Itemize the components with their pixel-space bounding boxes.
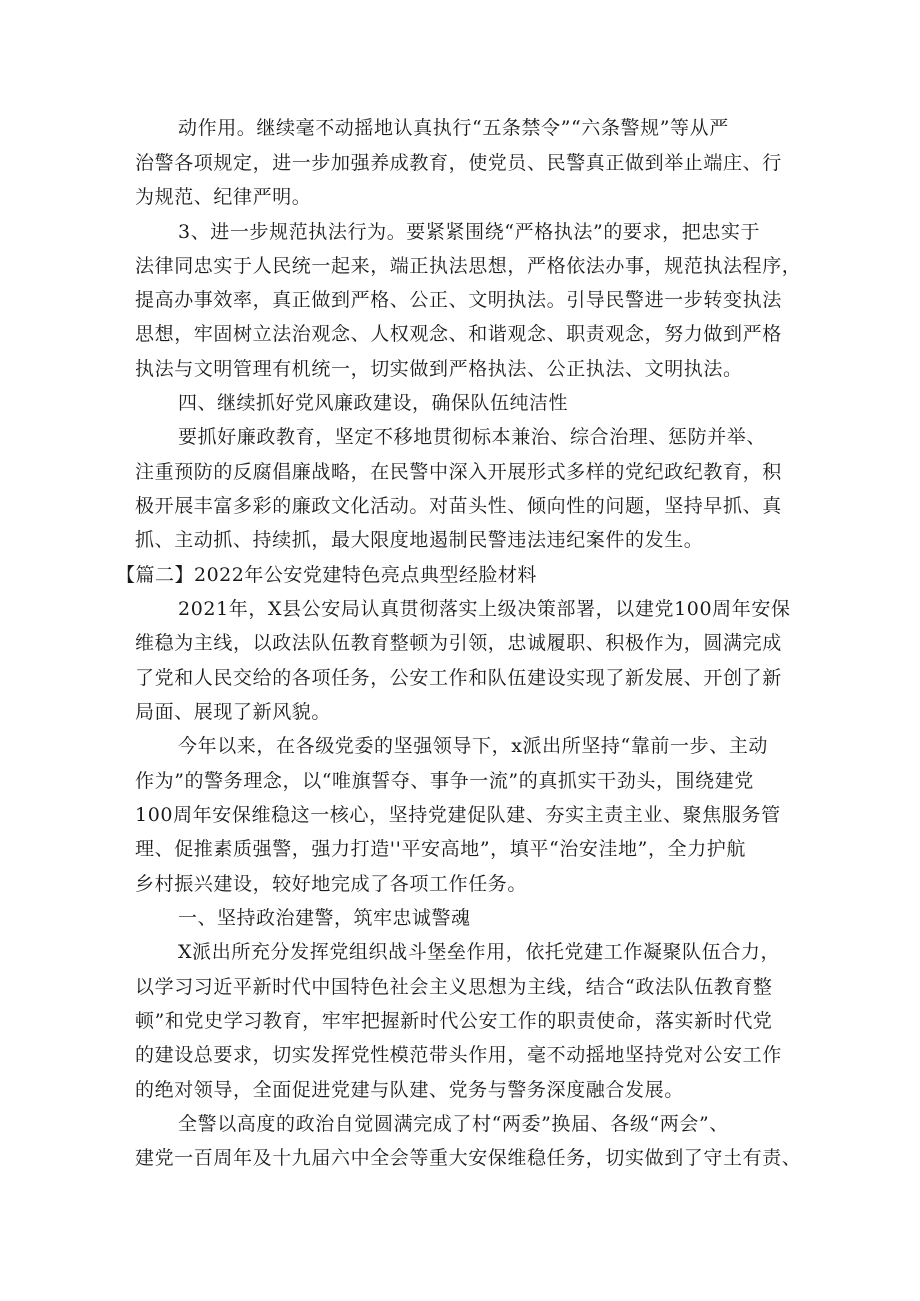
section-heading: 一、坚持政治建警，筑牢忠诚警魂 bbox=[178, 907, 471, 929]
text-line: 以学习习近平新时代中国特色社会主义思想为主线，结合“政法队伍教育整 bbox=[135, 976, 773, 998]
text-line: 抓、主动抓、持续抓，最大限度地遏制民警违法违纪案件的发生。 bbox=[135, 529, 704, 551]
text-line: 今年以来，在各级党委的坚强领导下，x派出所坚持“靠前一步、主动 bbox=[178, 735, 769, 757]
text-line: 乡村振兴建设，较好地完成了各项工作任务。 bbox=[135, 873, 528, 895]
text-line: 注重预防的反腐倡廉战略，在民警中深入开展形式多样的党纪政纪教育，积 bbox=[135, 461, 782, 483]
chapter-heading: 【篇二】2022年公安党建特色亮点典型经脸材料 bbox=[116, 564, 537, 586]
text-line: 2021年，X县公安局认真贯彻落实上级决策部署，以建党100周年安保 bbox=[178, 598, 791, 620]
text-line: 法律同忠实于人民统一起来，端正执法思想，严格依法办事，规范执法程序， bbox=[135, 255, 802, 277]
text-line: 为规范、纪律严明。 bbox=[135, 186, 312, 208]
text-line: 执法与文明管理有机统一，切实做到严格执法、公正执法、文明执法。 bbox=[135, 358, 743, 380]
text-line: 局面、展现了新风貌。 bbox=[135, 701, 332, 723]
section-heading: 四、继续抓好党风廉政建设，确保队伍纯洁性 bbox=[178, 392, 569, 414]
text-line: 全警以高度的政治自觉圆满完成了村“两委”换届、各级“两会”、 bbox=[178, 1113, 729, 1135]
text-line: 3、进一步规范执法行为。要紧紧围绕“严格执法”的要求，把忠实于 bbox=[178, 221, 761, 243]
text-line: 建党一百周年及十九届六中全会等重大安保维稳任务，切实做到了守土有责、 bbox=[135, 1147, 802, 1169]
text-line: 顿”和党史学习教育，牢牢把握新时代公安工作的职责使命，落实新时代党 bbox=[135, 1010, 773, 1032]
text-line: 提高办事效率，真正做到严格、公正、文明执法。引导民警进一步转变执法 bbox=[135, 289, 782, 311]
text-line: 思想，牢固树立法治观念、人权观念、和谐观念、职责观念，努力做到严格 bbox=[135, 323, 782, 345]
text-line: 要抓好廉政教育，坚定不移地贯彻标本兼治、综合治理、惩防并举、 bbox=[178, 426, 767, 448]
text-line: 维稳为主线，以政法队伍教育整顿为引领，忠诚履职、积极作为，圆满完成 bbox=[135, 632, 782, 654]
text-line: X派出所充分发挥党组织战斗堡垒作用，依托党建工作凝聚队伍合力， bbox=[178, 941, 781, 963]
text-line: 100周年安保维稳这一核心，坚持党建促队建、夯实主责主业、聚焦服务管 bbox=[135, 804, 781, 826]
text-line: 的建设总要求，切实发挥党性模范带头作用，毫不动摇地坚持党对公安工作 bbox=[135, 1044, 782, 1066]
text-line: 的绝对领导，全面促进党建与队建、党务与警务深度融合发展。 bbox=[135, 1079, 684, 1101]
text-line: 动作用。继续毫不动摇地认真执行“五条禁令”“六条警规”等从严 bbox=[178, 117, 729, 139]
text-line: 了党和人民交给的各项任务，公安工作和队伍建设实现了新发展、开创了新 bbox=[135, 667, 782, 689]
text-line: 理、促推素质强警，强力打造''平安高地”，填平“治安洼地”，全力护航 bbox=[135, 838, 746, 860]
text-line: 治警各项规定，进一步加强养成教育，使党员、民警真正做到举止端庄、行 bbox=[135, 152, 782, 174]
text-line: 作为”的警务理念，以“唯旗誓夺、事争一流”的真抓实干劲头，围绕建党 bbox=[135, 770, 754, 792]
text-line: 极开展丰富多彩的廉政文化活动。对苗头性、倾向性的问题，坚持早抓、真 bbox=[135, 495, 782, 517]
